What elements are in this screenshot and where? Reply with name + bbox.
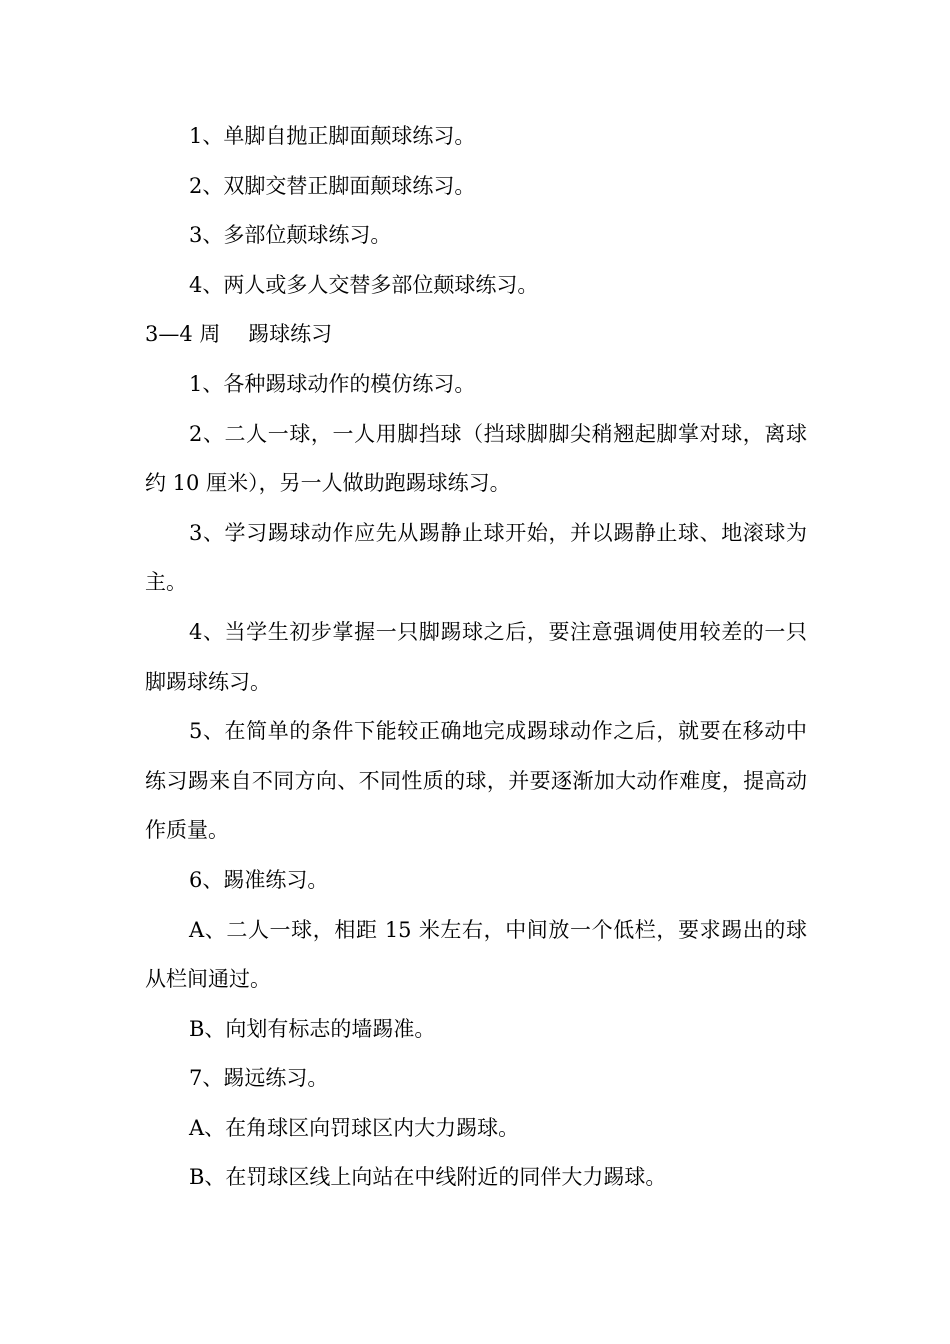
document-page	[145, 112, 807, 1203]
paragraph-juggling-3: 3、多部位颠球练习。	[189, 223, 392, 248]
paragraph-accuracy-b: B、向划有标志的墙踢准。	[189, 1016, 436, 1041]
paragraph-distance: 7、踢远练习。	[189, 1066, 329, 1091]
paragraph-juggling-4: 4、两人或多人交替多部位颠球练习。	[189, 272, 539, 297]
paragraph-distance-a: A、在角球区向罚球区内大力踢球。	[189, 1115, 520, 1140]
paragraph-accuracy: 6、踢准练习。	[189, 867, 329, 892]
paragraph-kicking-4: 4、当学生初步掌握一只脚踢球之后，要注意强调使用较差的一只脚踢球练习。	[145, 619, 807, 694]
paragraph-accuracy-a: A、二人一球，相距 15 米左右，中间放一个低栏，要求踢出的球从栏间通过。	[145, 917, 807, 992]
section-heading-kicking: 3—4 周 踢球练习	[145, 322, 333, 347]
paragraph-kicking-3: 3、学习踢球动作应先从踢静止球开始，并以踢静止球、地滚球为主。	[145, 520, 807, 595]
paragraph-kicking-5: 5、在简单的条件下能较正确地完成踢球动作之后，就要在移动中练习踢来自不同方向、不同性质的球，并要逐渐加大动作难度，提高动作质量。	[145, 719, 807, 843]
paragraph-juggling-2: 2、双脚交替正脚面颠球练习。	[189, 173, 476, 198]
paragraph-kicking-2: 2、二人一球，一人用脚挡球（挡球脚脚尖稍翘起脚掌对球，离球约 10 厘米），另一人做助跑踢球练习。	[145, 421, 807, 496]
paragraph-juggling-1: 1、单脚自抛正脚面颠球练习。	[189, 124, 476, 148]
paragraph-distance-b: B、在罚球区线上向站在中线附近的同伴大力踢球。	[189, 1165, 667, 1190]
paragraph-kicking-1: 1、各种踢球动作的模仿练习。	[189, 371, 476, 396]
